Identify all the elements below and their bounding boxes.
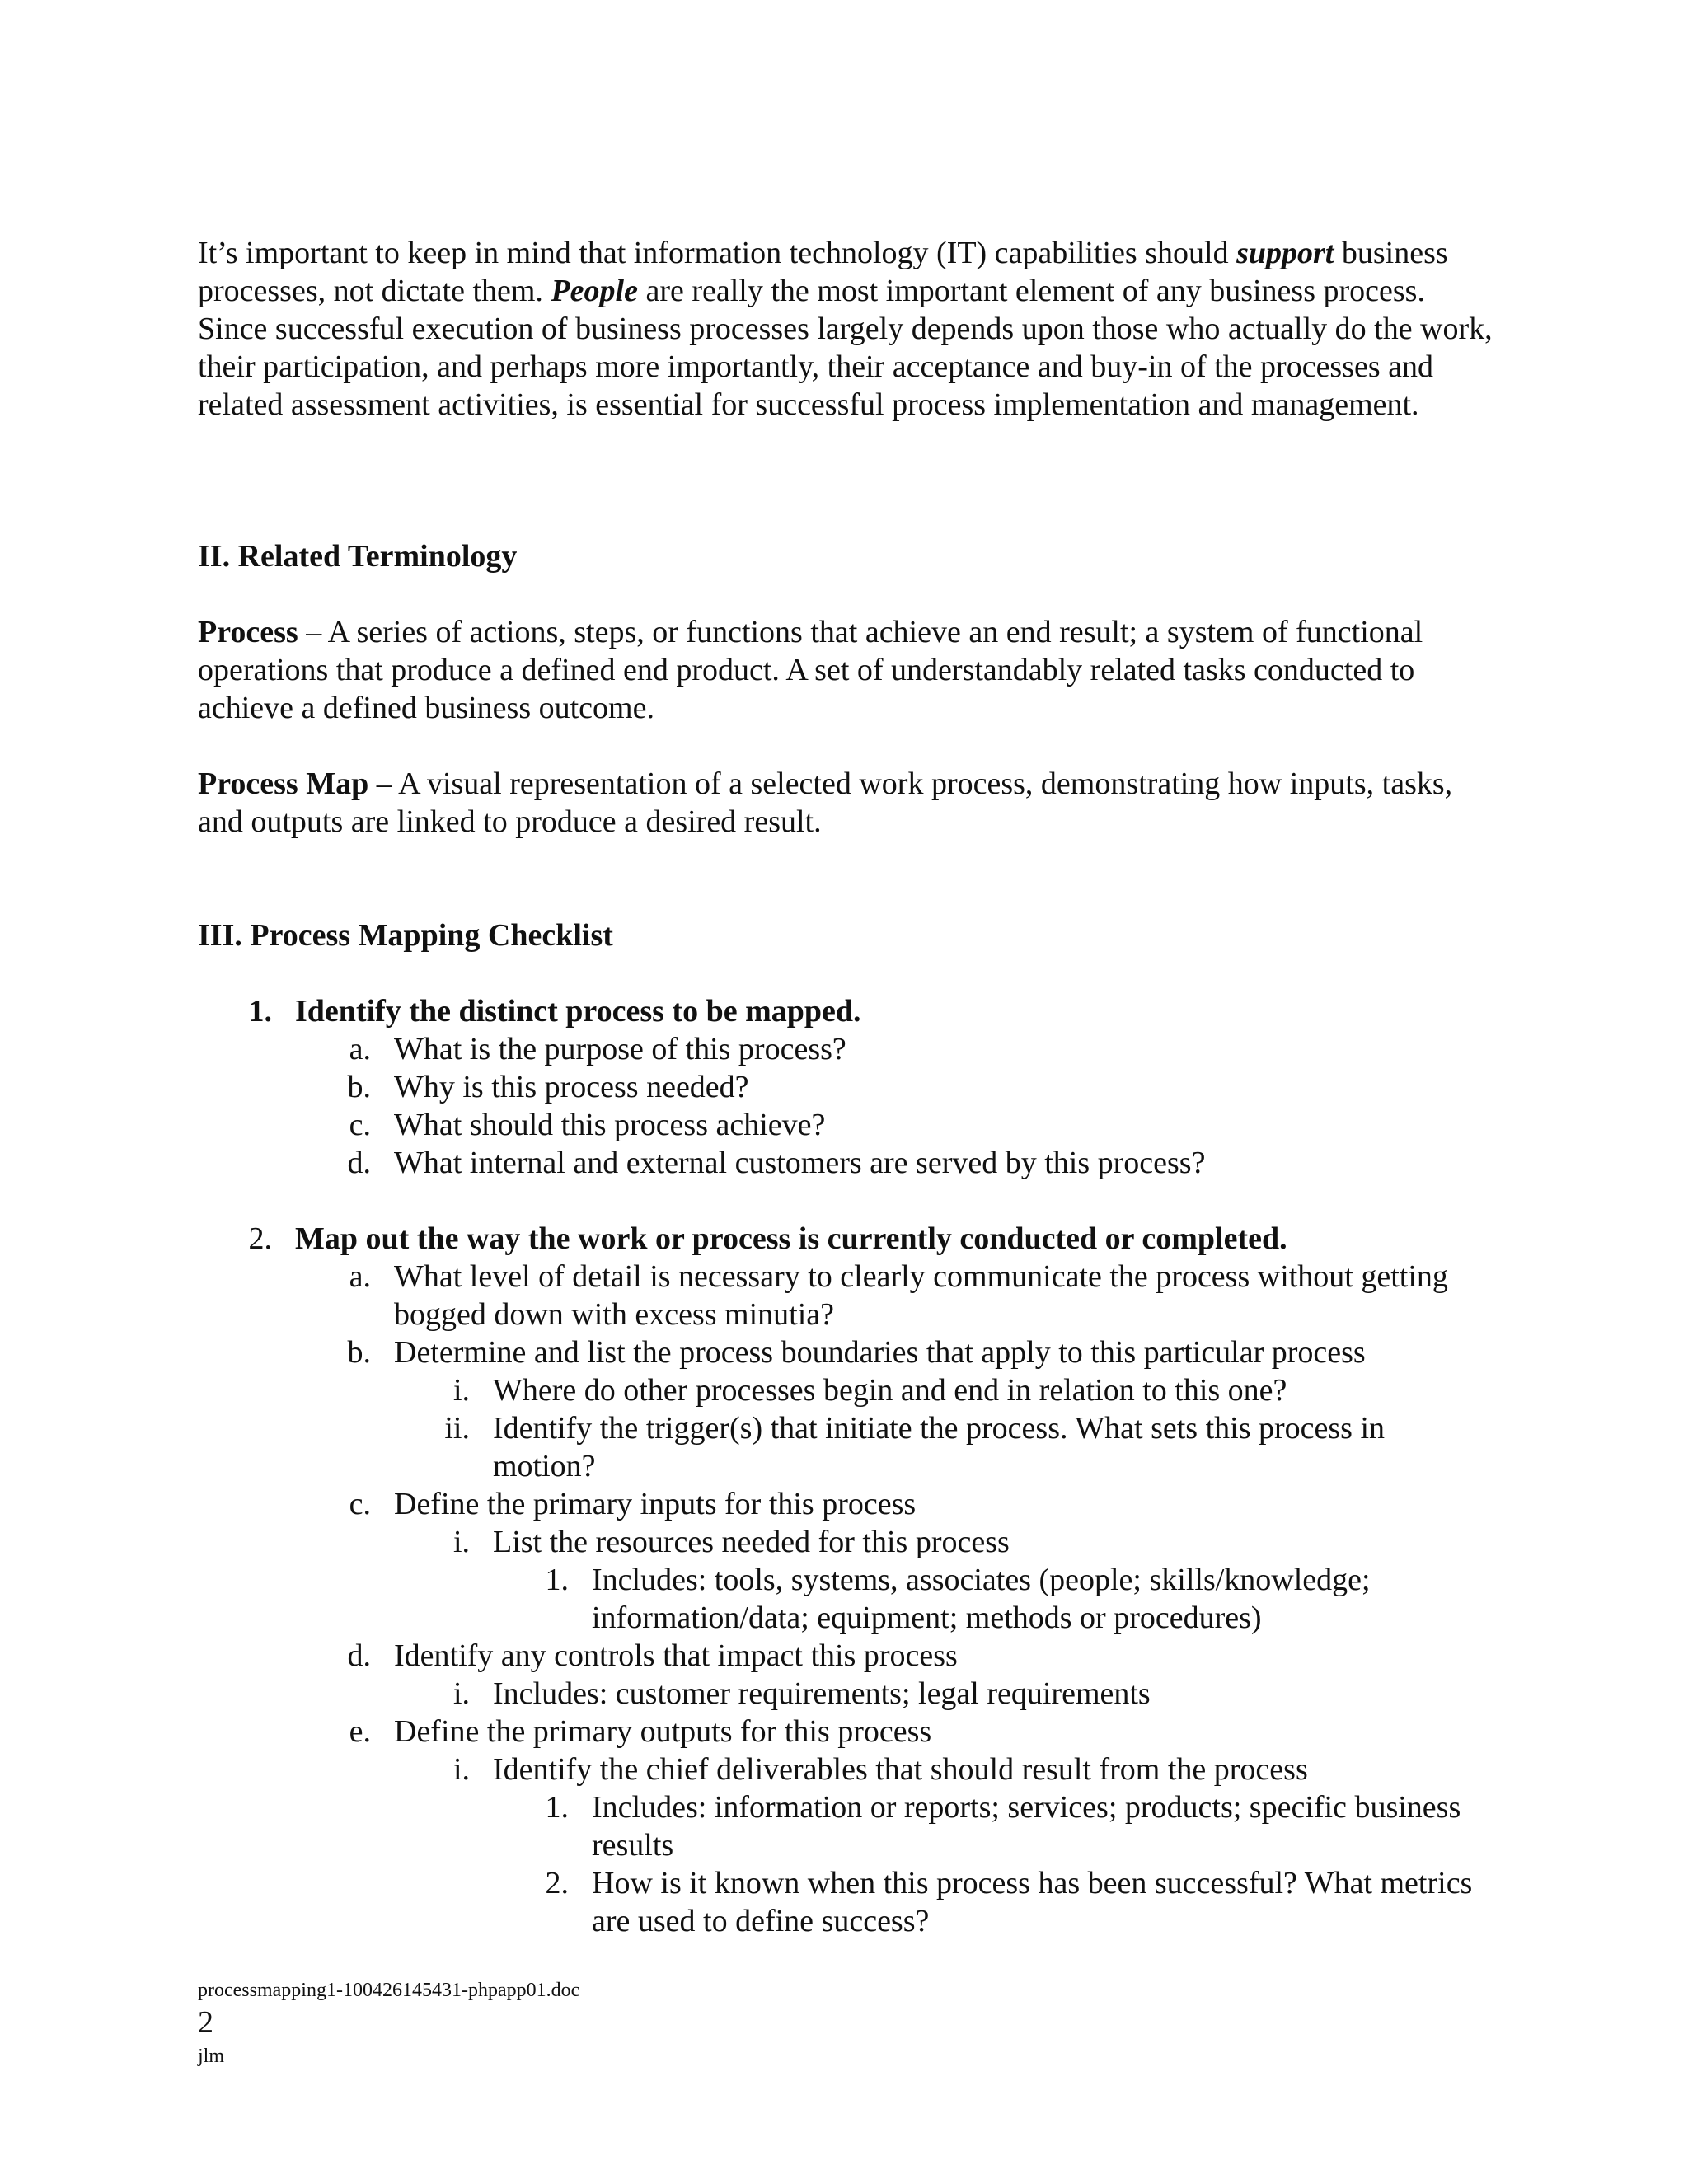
list-marker: i. bbox=[452, 1525, 470, 1559]
intro-text-2: business processes, not dictate them. bbox=[198, 236, 1448, 308]
list-marker: e. bbox=[349, 1714, 371, 1749]
intro-text-1: It’s important to keep in mind that information technology (IT) capabilities should bbox=[198, 236, 1237, 270]
definition-process-map bbox=[198, 765, 1500, 841]
list-marker: 1. bbox=[248, 994, 272, 1029]
list-marker: a. bbox=[349, 1259, 371, 1294]
list-marker: 2. bbox=[545, 1866, 569, 1900]
list-marker: i. bbox=[452, 1752, 470, 1787]
term-process: Process bbox=[198, 615, 298, 649]
list-item-text: Identify the distinct process to be mapped. bbox=[295, 994, 861, 1029]
list-marker: ii. bbox=[444, 1411, 470, 1446]
section-heading-terminology: II. Related Terminology bbox=[198, 539, 518, 574]
list-marker: c. bbox=[349, 1487, 371, 1521]
page-number: 2 bbox=[198, 2005, 213, 2040]
list-item-text: How is it known when this process has been successful? What metrics are used to define success? bbox=[592, 1866, 1473, 1938]
list-marker: i. bbox=[452, 1676, 470, 1711]
list-item-text: Map out the way the work or process is currently conducted or completed. bbox=[295, 1221, 1287, 1256]
term-process-map: Process Map bbox=[198, 766, 369, 801]
list-item-text: Identify the trigger(s) that initiate the process. What sets this process in motion? bbox=[493, 1411, 1386, 1483]
list-item-text: Includes: customer requirements; legal requirements bbox=[493, 1676, 1151, 1711]
list-marker: a. bbox=[349, 1032, 371, 1066]
list-item-text: What internal and external customers are served by this process? bbox=[394, 1146, 1206, 1180]
list-item-text: Why is this process needed? bbox=[394, 1070, 749, 1104]
list-item-text: Define the primary outputs for this process bbox=[394, 1714, 932, 1749]
emphasis-support: support bbox=[1236, 236, 1334, 270]
list-item-text: What is the purpose of this process? bbox=[394, 1032, 846, 1066]
list-item-text: List the resources needed for this process bbox=[493, 1525, 1010, 1559]
list-marker: b. bbox=[347, 1335, 371, 1370]
list-item-text: Determine and list the process boundaries that apply to this particular process bbox=[394, 1335, 1366, 1370]
list-marker: i. bbox=[452, 1373, 470, 1408]
section-heading-checklist: III. Process Mapping Checklist bbox=[198, 918, 613, 953]
list-marker: 1. bbox=[545, 1563, 569, 1597]
emphasis-people: People bbox=[551, 274, 638, 308]
definition-process-map-text: – A visual representation of a selected work process, demonstrating how inputs, tasks, and outputs are linked to produce a desired result. bbox=[198, 766, 1453, 839]
list-item-text: Where do other processes begin and end in relation to this one? bbox=[493, 1373, 1287, 1408]
list-item-text: Identify the chief deliverables that should result from the process bbox=[493, 1752, 1308, 1787]
list-item-text: Define the primary inputs for this process bbox=[394, 1487, 917, 1521]
list-marker: b. bbox=[347, 1070, 371, 1104]
footer-filename: processmapping1-100426145431-phpapp01.doc bbox=[198, 1980, 580, 2001]
list-item-text: Identify any controls that impact this process bbox=[394, 1638, 958, 1673]
list-marker: c. bbox=[349, 1108, 371, 1142]
list-item-text: Includes: tools, systems, associates (people; skills/knowledge; information/data; equipment; methods or procedures) bbox=[592, 1563, 1371, 1635]
list-marker: d. bbox=[347, 1638, 371, 1673]
intro-paragraph bbox=[198, 234, 1500, 424]
list-item-text: What should this process achieve? bbox=[394, 1108, 826, 1142]
list-item-text: What level of detail is necessary to clearly communicate the process without getting bogged down with excess minutia? bbox=[394, 1259, 1448, 1332]
intro-text-3: are really the most important element of any business process. Since successful execution of business processes largely depends upon those who actually do the work, their participation, and perhaps more importantly, their acceptance and buy-in of the processes and related assessment activities, is essential for successful process implementation and management. bbox=[198, 274, 1493, 422]
list-item-text: Includes: information or reports; services; products; specific business results bbox=[592, 1790, 1461, 1863]
footer-initials: jlm bbox=[198, 2046, 225, 2067]
definition-process bbox=[198, 613, 1500, 727]
list-marker: 2. bbox=[248, 1221, 272, 1256]
definition-process-text: – A series of actions, steps, or functions that achieve an end result; a system of functional operations that produce a defined end product. A set of understandably related tasks conducted to achieve a defined business outcome. bbox=[198, 615, 1423, 725]
list-marker: 1. bbox=[545, 1790, 569, 1825]
list-marker: d. bbox=[347, 1146, 371, 1180]
